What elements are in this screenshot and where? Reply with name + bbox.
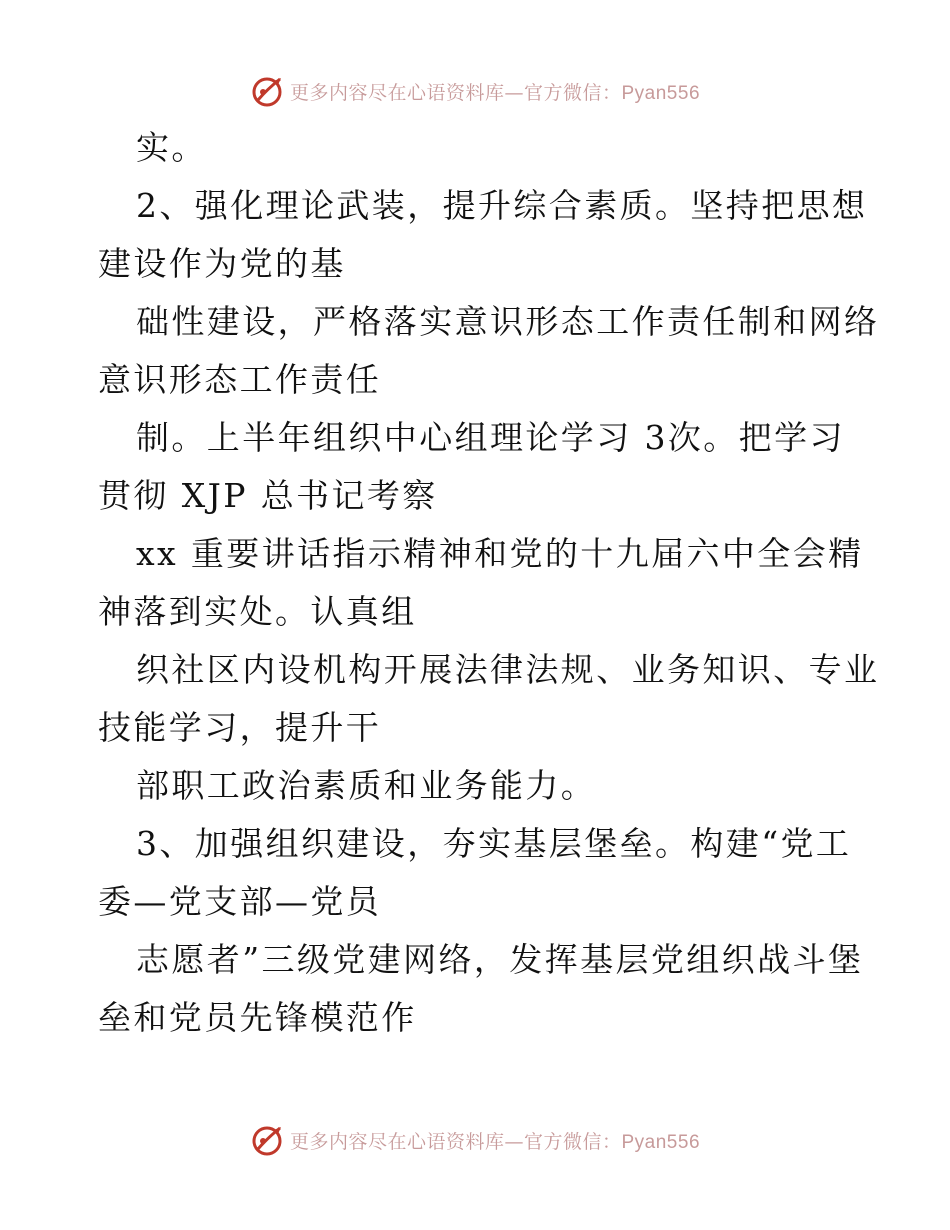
text-line: 3、加强组织建设，夯实基层堡垒。构建“党工	[136, 824, 852, 863]
text-line: 础性建设，严格落实意识形态工作责任制和网络	[136, 302, 880, 341]
text-line: 神落到实处。认真组	[98, 592, 417, 631]
watermark-text: 更多内容尽在心语资料库—官方微信：Pyan556	[289, 1130, 701, 1153]
text-line: 2、强化理论武装，提升综合素质。坚持把思想	[136, 186, 868, 225]
text-line: 技能学习，提升干	[98, 708, 382, 747]
brand-logo-icon	[250, 73, 286, 109]
text-line: 贯彻 XJP 总书记考察	[98, 476, 438, 515]
text-line: 委—党支部—党员	[98, 882, 382, 921]
text-line: 部职工政治素质和业务能力。	[136, 766, 597, 805]
text-line: 志愿者”三级党建网络，发挥基层党组织战斗堡	[136, 940, 864, 979]
text-line: 制。上半年组织中心组理论学习 3次。把学习	[136, 418, 845, 457]
watermark-text: 更多内容尽在心语资料库—官方微信：Pyan556	[289, 81, 701, 104]
footer-watermark	[0, 1120, 950, 1160]
text-line: 实。	[136, 128, 207, 167]
text-line: 垒和党员先锋模范作	[98, 998, 417, 1037]
text-line: xx 重要讲话指示精神和党的十九届六中全会精	[136, 534, 864, 573]
text-line: 意识形态工作责任	[98, 360, 382, 399]
header-watermark	[0, 71, 950, 111]
text-line: 织社区内设机构开展法律法规、业务知识、专业	[136, 650, 880, 689]
brand-logo-icon	[250, 1122, 286, 1158]
text-line: 建设作为党的基	[98, 244, 346, 283]
